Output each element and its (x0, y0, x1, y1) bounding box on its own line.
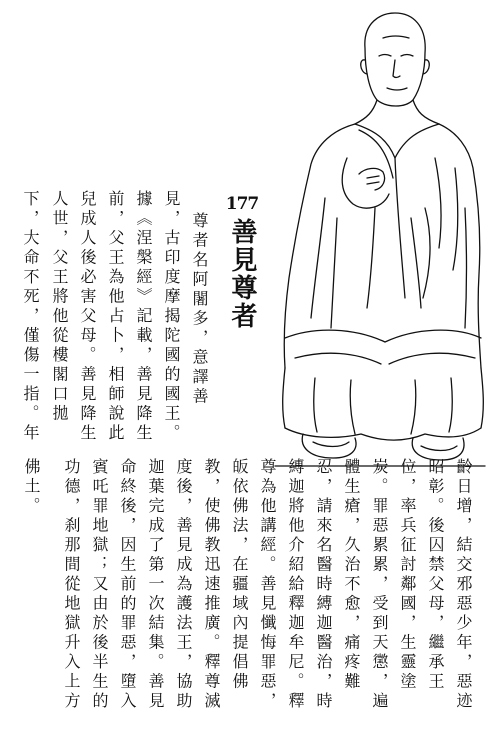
monk-figure (255, 8, 490, 478)
text-column: 賓吒罪地獄；又由於後半生的 (90, 458, 109, 712)
text-column: 教，使佛教迅速推廣。釋尊滅 (202, 458, 221, 712)
text-column: 炭。罪惡累累，受到天懲，遍 (370, 458, 389, 712)
text-column: 命終後，因生前的罪惡，墮入 (118, 458, 137, 712)
text-column: 體生瘡，久治不愈，痛疼難 (342, 458, 361, 692)
monk-portrait-icon (255, 8, 490, 478)
text-column: 昭彰。後囚禁父母，繼承王 (426, 458, 445, 692)
text-column: 見，古印度摩揭陀國的國王。 (162, 190, 181, 444)
text-column: 尊為他講經。善見懺悔罪惡， (258, 458, 277, 712)
text-column: 尊者名阿闍多，意譯善 (190, 212, 209, 407)
text-column: 忍，請來名醫時縛迦醫治，時 (314, 458, 333, 712)
page-title: 善見尊者 (227, 218, 257, 330)
text-column: 皈依佛法，在疆域內提倡佛 (230, 458, 249, 692)
text-column: 迦葉完成了第一次結集。善見 (146, 458, 165, 712)
text-column: 縛迦將他介紹給釋迦牟尼。釋 (286, 458, 305, 712)
text-column: 功德，刹那間從地獄升入上方 (62, 458, 81, 712)
text-column: 兒成人後必害父母。善見降生 (78, 190, 97, 444)
text-column: 據《涅槃經》記載，善見降生 (134, 190, 153, 444)
text-column: 度後，善見成為護法王，協助 (174, 458, 193, 712)
text-column: 佛土。 (22, 458, 41, 517)
text-column: 位，率兵征討鄰國，生靈塗 (398, 458, 417, 692)
text-column: 齡日增，結交邪惡少年，惡迹 (454, 458, 473, 712)
text-column: 下，大命不死，僅傷一指。年 (21, 190, 40, 444)
entry-number: 177 (225, 194, 259, 214)
text-column: 前，父王為他占卜，相師說此 (106, 190, 125, 444)
text-column: 人世，父王將他從樓閣口拋 (50, 190, 69, 424)
